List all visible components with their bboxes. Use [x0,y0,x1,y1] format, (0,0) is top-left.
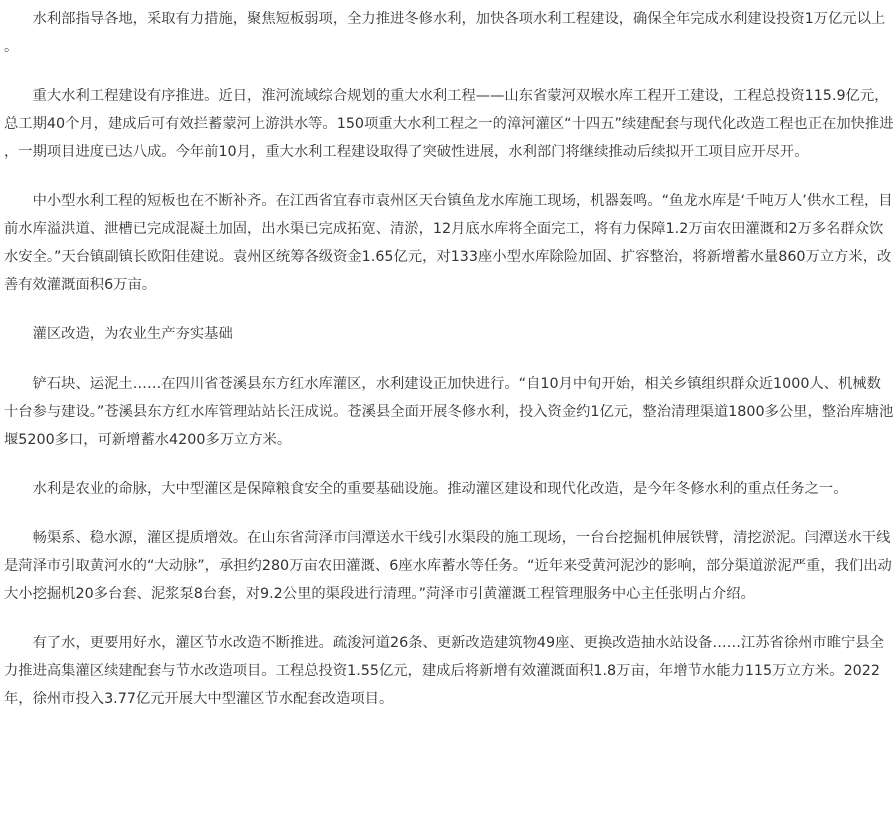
paragraph-major-projects: 重大水利工程建设有序推进。近日，淮河流域综合规划的重大水利工程——山东省蒙河双堠水库工程开工建设，工程总投资115.9亿元，总工期40个月，建成后可有效拦蓄蒙河上游洪水等。150项重大水利工程之一的漳河灌区“十四五”续建配套与现代化改造工程也正在加快推进，一期项目进度已达八成。今年前10月，重大水利工程建设取得了突破性进展，水利部门将继续推动后续拟开工项目应开尽开。 [4,88,894,160]
paragraph-cangxi-irrigation: 铲石块、运泥土……在四川省苍溪县东方红水库灌区，水利建设正加快进行。“自10月中旬开始，相关乡镇组织群众近1000人、机械数十台参与建设。”苍溪县东方红水库管理站站长汪成说。苍溪县全面开展冬修水利，投入资金约1亿元，整治清理渠道1800多公里，整治库塘池堰5200多口，可新增蓄水4200多万立方米。 [4,376,894,448]
paragraph-xuzhou-water-saving: 有了水，更要用好水，灌区节水改造不断推进。疏浚河道26条、更新改造建筑物49座、更换改造抽水站设备……江苏省徐州市睢宁县全力推进高集灌区续建配套与节水改造项目。工程总投资1.55亿元，建成后将新增有效灌溉面积1.8万亩，年增节水能力115万立方米。2022年，徐州市投入3.77亿元开展大中型灌区节水配套改造项目。 [4,635,884,707]
paragraph-small-medium-projects: 中小型水利工程的短板也在不断补齐。在江西省宜春市袁州区天台镇鱼龙水库施工现场，机器轰鸣。“鱼龙水库是‘千吨万人’供水工程，目前水库溢洪道、泄槽已完成混凝土加固，出水渠已完成拓宽、清淤，12月底水库将全面完工，将有力保障1.2万亩农田灌溉和2万多名群众饮水安全。”天台镇副镇长欧阳佳建说。袁州区统筹各级资金1.65亿元，对133座小型水库除险加固、扩容整治，将新增蓄水量860万立方米，改善有效灌溉面积6万亩。 [4,193,893,293]
paragraph-irrigation-importance: 水利是农业的命脉，大中型灌区是保障粮食安全的重要基础设施。推动灌区建设和现代化改造，是今年冬修水利的重点任务之一。 [32,481,848,497]
section-subheading: 灌区改造，为农业生产夯实基础 [32,326,233,342]
paragraph-investment-overview: 水利部指导各地，采取有力措施，聚焦短板弱项，全力推进冬修水利，加快各项水利工程建设，确保全年完成水利建设投资1万亿元以上。 [4,11,886,55]
paragraph-heze-canal: 畅渠系、稳水源，灌区提质增效。在山东省菏泽市闫潭送水干线引水渠段的施工现场，一台台挖掘机伸展铁臂，清挖淤泥。闫潭送水干线是菏泽市引取黄河水的“大动脉”，承担约280万亩农田灌溉、6座水库蓄水等任务。“近年来受黄河泥沙的影响，部分渠道淤泥严重，我们出动大小挖掘机20多台套、泥浆泵8台套，对9.2公里的渠段进行清理。”菏泽市引黄灌溉工程管理服务中心主任张明占介绍。 [4,530,892,602]
article-body [4,5,894,734]
